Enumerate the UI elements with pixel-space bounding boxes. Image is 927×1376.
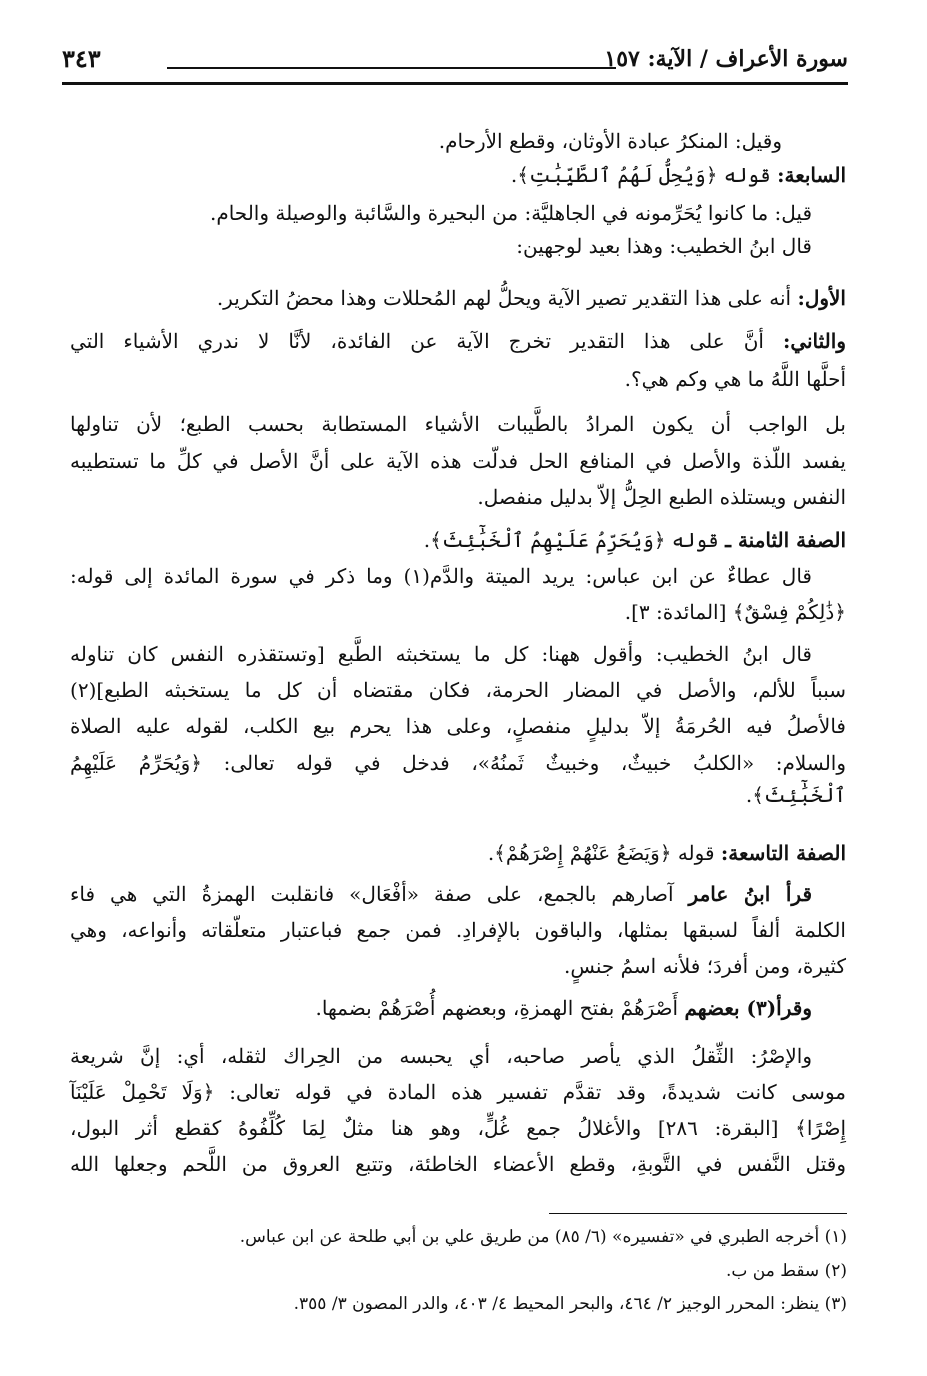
text-line — [210, 200, 812, 226]
text-line — [70, 917, 846, 943]
line-text: وقتل النَّفس في التَّوبةِ، وقطع الأعضاء الخاطئة، وتتبع العروق من اللَّحم وجعلها الله — [70, 1152, 846, 1176]
line-text: والسلام: «الكلبُ خبيثٌ، وخبيثٌ ثَمنُهُ»، فدخل في قوله تعالى: ﴿وَيُحَرِّمُ عَلَيْهِمُ — [70, 751, 846, 775]
chapter-title: سورة الأعراف / الآية: ١٥٧ — [604, 46, 848, 72]
line-text: أنَّ على هذا التقدير تخرج الآية عن الفائدة، لأنَّا لا ندري الأشياء التي — [70, 329, 783, 353]
line-text: قال ابنُ الخطيب: وهذا بعيد لوجهين: — [516, 234, 812, 258]
text-line — [217, 285, 846, 311]
text-line — [516, 233, 812, 259]
line-text: ٱلْخَبَٰٓئِثَ﴾. — [745, 783, 846, 807]
text-line — [70, 411, 846, 437]
line-text: قوله ﴿وَيُحِلُّ لَهُمُ ٱلطَّيِّبَٰتِ﴾. — [510, 163, 778, 187]
line-text: سبباً للألم، والأصل في المضار الحرمة، فكان مقتضاه أن كل ما يستخبثه الطبع](٢) — [70, 678, 846, 702]
footnote: (١) أخرجه الطبري في «تفسيره» (٦/ ٨٥) من طريق علي بن أبي طلحة عن ابن عباس. — [239, 1227, 847, 1247]
line-text: قيل: ما كانوا يُحَرِّمونه في الجاهليَّة: من البحيرة والسَّائبة والوصيلة والحام. — [209, 201, 812, 225]
line-text: أنه على هذا التقدير تصير الآية ويحلُّ لهم المُحللات وهذا محضُ التكرير. — [216, 286, 798, 310]
line-text: النفس ويستلذه الطبع الحِلُّ إلاّ بدليل منفصل. — [477, 485, 846, 509]
section-heading: السابعة: — [777, 163, 846, 187]
text-line — [564, 953, 846, 979]
text-line — [70, 750, 846, 776]
line-text: وقيل: المنكرُ عبادة الأوثان، وقطع الأرحام. — [438, 129, 782, 153]
line-text: كثيرة، ومن أفردَ؛ فلأنه اسمُ جنسٍ. — [563, 954, 846, 978]
line-text: أحلَّها اللَّهُ ما هي وكم هي؟. — [624, 367, 846, 391]
text-line — [70, 881, 812, 907]
running-header — [62, 40, 848, 84]
text-line — [70, 448, 846, 474]
line-text: والإصْرُ: الثِّقلُ الذي يأصر صاحبه، أي يحبسه من الحِراك لثقله، أي: إنَّ شريعة — [70, 1044, 812, 1068]
text-line — [625, 599, 846, 625]
footnote: (٢) سقط من ب. — [725, 1261, 847, 1281]
footnote: (٣) ينظر: المحرر الوجيز ٢/ ٤٦٤، والبحر المحيط ٤/ ٤٠٣، والدر المصون ٣/ ٣٥٥. — [293, 1294, 847, 1314]
text-line — [316, 995, 812, 1021]
header-dash-rule — [167, 67, 616, 69]
line-text: قال عطاءٌ عن ابن عباس: يريد الميتة والدَّم(١) وما ذكر في سورة المائدة إلى قوله: — [70, 564, 812, 588]
line-text: آصارهم بالجمع، على صفة «أفْعَال» فانقلبت الهمزةُ التي هي فاء — [70, 882, 689, 906]
line-text: بل الواجب أن يكون المرادُ بالطَّيبات الأشياء المستطابة بحسب الطبع؛ لأن تناولها — [70, 412, 846, 436]
text-line — [70, 641, 812, 667]
line-text: موسى كانت شديدةً، وقد تقدَّم تفسير هذه المادة في قوله تعالى: ﴿وَلَا تَحْمِلْ عَلَيْنَآ — [70, 1080, 846, 1104]
section-heading: والثاني: — [782, 329, 846, 353]
section-heading: وقرأ(٣) بعضهم — [684, 996, 812, 1020]
section-heading: قرأ ابنُ عامر — [688, 882, 813, 906]
line-text: قوله ﴿وَيَضَعُ عَنْهُمْ إِصْرَهُمْ﴾. — [487, 841, 721, 865]
text-line — [477, 484, 846, 510]
text-line — [70, 563, 812, 589]
text-line — [439, 128, 782, 154]
line-text: قال ابنُ الخطيب: وأقول ههنا: كل ما يستخبثه الطَّبع [وتستقذره النفس كان تناوله — [70, 642, 812, 666]
text-line — [746, 782, 846, 808]
text-line — [70, 328, 846, 354]
text-line — [70, 1079, 846, 1105]
text-line — [70, 1043, 812, 1069]
section-heading: الصفة التاسعة: — [720, 841, 846, 865]
line-text: الكلمة ألفاً لسبقها بمثلها، والباقون بالإفرادِ. فمن جمع فباعتبار متعلّقاته وأنواعه، وهي — [70, 918, 846, 942]
line-text: قوله ﴿وَيُحَرِّمُ عَلَيْهِمُ ٱلْخَبَٰٓئِثَ﴾. — [423, 528, 726, 552]
header-rule — [62, 82, 848, 85]
line-text: يفسد اللّذة والأصل في المنافع الحل فدلّت هذه الآية على أنَّ الأصل في كلِّ ما تستطيبه — [70, 449, 846, 473]
section-heading: الأول: — [797, 286, 846, 310]
text-line — [70, 713, 846, 739]
page-number: ٣٤٣ — [62, 44, 101, 73]
text-line — [70, 1151, 846, 1177]
line-text: ﴿ذَٰلِكُمْ فِسْقٌ﴾ [المائدة: ٣]. — [624, 600, 846, 624]
text-line — [488, 840, 846, 866]
line-text: أَصْرَهُمْ بفتح الهمزةِ، وبعضهم أُصْرَهُمْ بضمها. — [315, 996, 685, 1020]
section-heading: الصفة الثامنة ـ — [725, 528, 846, 552]
text-line — [625, 366, 846, 392]
text-line — [70, 677, 846, 703]
line-text: فالأصلُ فيه الحُرمَةُ إلاّ بدليلٍ منفصلٍ، وعلى هذا يحرم بيع الكلب، لقوله عليه الصلاة — [70, 714, 846, 738]
line-text: إِصْرًا﴾ [البقرة: ٢٨٦] والأغلالُ جمع غُلٍّ، وهو هنا مثلٌ لِمَا كُلِّفُوهُ كقطع أثر البول، — [70, 1116, 846, 1140]
text-line — [424, 527, 846, 553]
text-line — [511, 162, 846, 188]
footnote-separator — [549, 1213, 847, 1214]
text-line — [70, 1115, 846, 1141]
